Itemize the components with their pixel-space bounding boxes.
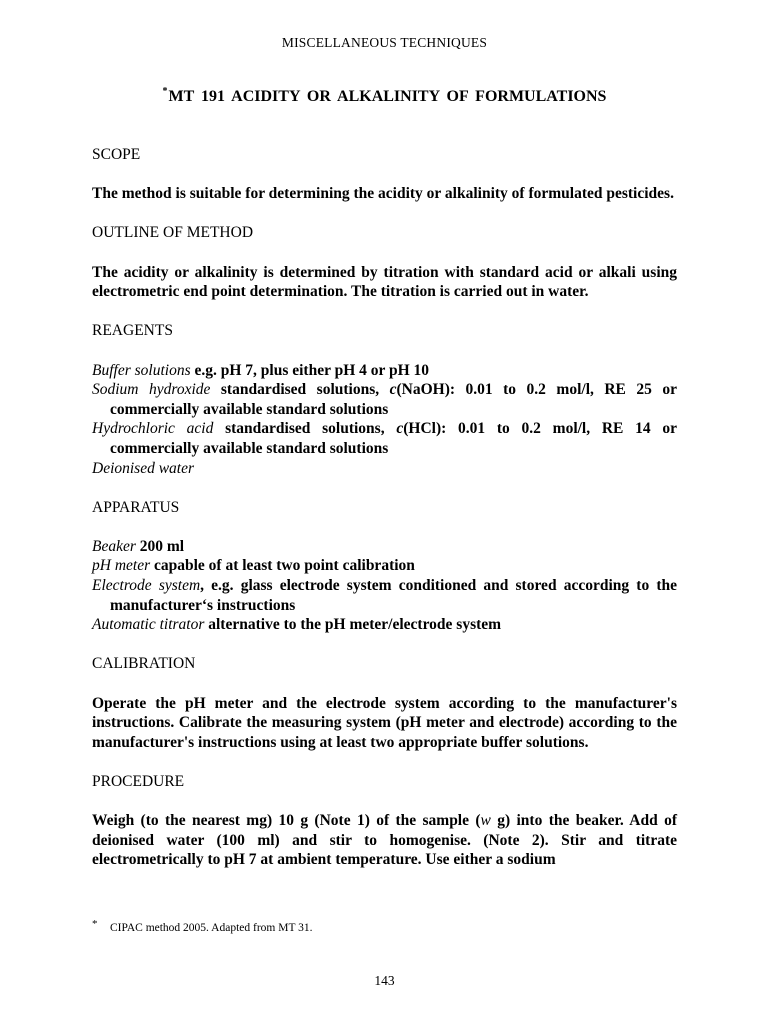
reagent-term: Buffer solutions [92, 361, 191, 379]
apparatus-detail: capable of at least two point calibration [150, 557, 415, 575]
concentration-symbol: c [389, 381, 397, 399]
document-body [92, 145, 677, 890]
reagents-list [92, 361, 677, 479]
scope-heading: SCOPE [92, 146, 141, 163]
title-footnote-marker: * [162, 86, 168, 97]
outline-text: The acidity or alkalinity is determined by titration with standard acid or alkali using electrometric end point determination. The titration is carried out in water. [92, 263, 677, 301]
apparatus-term: Beaker [92, 537, 136, 555]
procedure-text-start: Weigh (to the nearest mg) 10 g (Note 1) of the sample ( [92, 812, 481, 830]
title-text: MT 191 ACIDITY OR ALKALINITY OF FORMULATIONS [168, 88, 607, 105]
procedure-heading: PROCEDURE [92, 773, 185, 790]
document-title [92, 86, 677, 106]
apparatus-detail: alternative to the pH meter/electrode system [204, 616, 502, 634]
apparatus-heading: APPARATUS [92, 498, 180, 516]
document-page [92, 0, 677, 1024]
reagent-detail: standardised solutions, [210, 381, 390, 399]
reagent-detail: standardised solutions, [213, 420, 397, 438]
reagents-heading: REAGENTS [92, 322, 173, 340]
apparatus-term: Electrode system [92, 577, 201, 595]
reagent-term: Hydrochloric acid [92, 420, 214, 438]
mass-symbol: w [480, 812, 491, 830]
apparatus-item [92, 537, 677, 557]
reagent-item [92, 419, 677, 458]
reagent-term: Sodium hydroxide [92, 381, 211, 399]
scope-text: The method is suitable for determining the acidity or alkalinity of formulated pesticides. [92, 185, 674, 203]
reagent-term: Deionised water [92, 459, 195, 477]
procedure-text [92, 811, 677, 870]
apparatus-term: Automatic titrator [92, 616, 205, 634]
footnote-marker: * [92, 918, 98, 930]
reagent-detail-rest: (HCl): 0.01 to 0.2 mol/l, RE 14 or commercially available standard solutions [110, 420, 678, 457]
calibration-heading: CALIBRATION [92, 655, 196, 673]
running-header: MISCELLANEOUS TECHNIQUES [281, 35, 488, 50]
reagent-item [92, 361, 677, 381]
calibration-text: Operate the pH meter and the electrode system according to the manufacturer's instructions. Calibrate the measuring system (pH meter and electrode) according to the manufacturer's instructions using at least two appropriate buffer solutions. [92, 694, 677, 751]
apparatus-item [92, 556, 677, 576]
reagent-detail-rest: (NaOH): 0.01 to 0.2 mol/l, RE 25 or commercially available standard solutions [110, 381, 678, 418]
reagent-detail: e.g. pH 7, plus either pH 4 or pH 10 [190, 361, 430, 379]
apparatus-detail: , e.g. glass electrode system conditioned and stored according to the manufacturer‘s instructions [110, 577, 677, 614]
apparatus-term: pH meter [92, 557, 151, 575]
apparatus-item [92, 576, 677, 615]
reagent-item [92, 459, 677, 479]
footnote-text: CIPAC method 2005. Adapted from MT 31. [110, 922, 313, 934]
reagent-item [92, 380, 677, 419]
procedure-text-end: g) into the beaker. Add of deionised water (100 ml) and stir to homogenise. (Note 2). Stir and titrate electrometrically to pH 7 at ambient temperature. Use either a sodium [92, 812, 678, 869]
apparatus-item [92, 615, 677, 635]
page-number: 143 [374, 973, 395, 988]
apparatus-detail: 200 ml [135, 537, 185, 555]
footnote [92, 918, 677, 934]
concentration-symbol: c [396, 420, 404, 438]
outline-heading: OUTLINE OF METHOD [92, 224, 254, 242]
apparatus-list [92, 537, 677, 635]
